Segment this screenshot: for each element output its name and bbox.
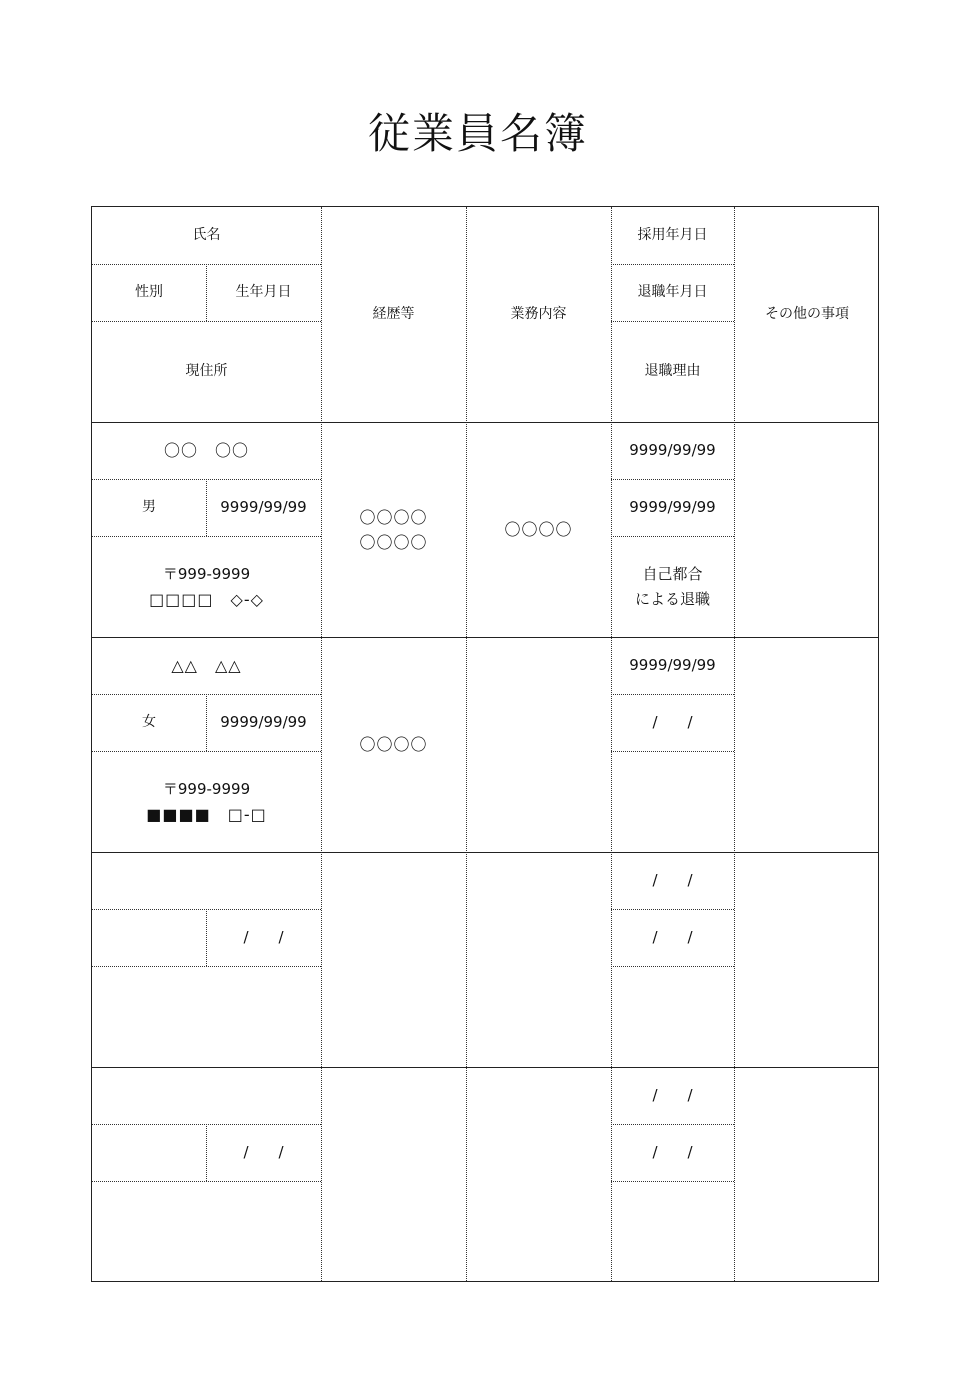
record-retire-date[interactable]: 9999/99/99	[629, 498, 716, 516]
record-duties[interactable]	[466, 637, 611, 852]
record-gender[interactable]: 男	[142, 499, 156, 515]
header-duties: 業務内容	[510, 306, 567, 322]
record-retire-date[interactable]: / /	[652, 1143, 693, 1161]
record-address: □□□□ ◇-◇	[149, 589, 264, 609]
record-hire-date[interactable]: / /	[652, 871, 693, 889]
record-retire-reason[interactable]	[611, 1181, 734, 1281]
record-name[interactable]	[92, 1067, 321, 1124]
record-address: ■■■■ □-□	[146, 804, 267, 824]
record-hire-date[interactable]: / /	[652, 1086, 693, 1104]
record-career[interactable]: 〇〇〇〇	[359, 735, 428, 754]
header-other: その他の事項	[765, 306, 849, 322]
header-address: 現住所	[185, 363, 228, 379]
record-name[interactable]: △△ △△	[171, 656, 242, 675]
record-birthdate[interactable]: 9999/99/99	[220, 713, 307, 731]
record-career[interactable]: 〇〇〇〇 〇〇〇〇	[359, 507, 428, 552]
record-duties[interactable]	[466, 852, 611, 1067]
header-retire-reason: 退職理由	[644, 363, 701, 379]
record-address-cell[interactable]	[92, 966, 321, 1067]
header-career: 経歴等	[372, 306, 415, 322]
record-retire-date[interactable]: / /	[652, 713, 693, 731]
record-gender[interactable]	[92, 1124, 206, 1181]
record-address-cell[interactable]	[92, 536, 321, 637]
record-retire-reason[interactable]: 自己都合 による退職	[634, 564, 710, 608]
record-retire-date[interactable]: / /	[652, 928, 693, 946]
record-address-cell[interactable]	[92, 751, 321, 852]
record-birthdate[interactable]: / /	[243, 928, 284, 946]
record-duties[interactable]	[466, 1067, 611, 1281]
record-retire-reason[interactable]	[611, 966, 734, 1067]
record-career[interactable]	[321, 852, 466, 1067]
header-hire-date: 採用年月日	[637, 227, 708, 243]
record-birthdate[interactable]: / /	[243, 1143, 284, 1161]
record-gender[interactable]: 女	[142, 714, 156, 730]
header-retire-date: 退職年月日	[637, 284, 708, 300]
record-gender[interactable]	[92, 909, 206, 966]
page-title: 従業員名簿	[367, 109, 588, 158]
record-other[interactable]	[734, 852, 880, 1067]
record-other[interactable]	[734, 1067, 880, 1281]
record-postal-code: 〒999-9999	[162, 564, 251, 583]
record-duties[interactable]: 〇〇〇〇	[504, 520, 573, 539]
header-gender: 性別	[135, 284, 163, 300]
header-name: 氏名	[192, 227, 221, 243]
record-career[interactable]	[321, 1067, 466, 1281]
record-hire-date[interactable]: 9999/99/99	[629, 441, 716, 459]
employee-register-table	[91, 206, 879, 1282]
record-address-cell[interactable]	[92, 1181, 321, 1281]
record-other[interactable]	[734, 637, 880, 852]
record-name[interactable]	[92, 852, 321, 909]
record-other[interactable]	[734, 422, 880, 637]
record-retire-reason[interactable]	[611, 751, 734, 852]
record-hire-date[interactable]: 9999/99/99	[629, 656, 716, 674]
record-postal-code: 〒999-9999	[162, 779, 251, 798]
record-name[interactable]: 〇〇 〇〇	[163, 441, 249, 460]
record-birthdate[interactable]: 9999/99/99	[220, 498, 307, 516]
header-birthdate: 生年月日	[235, 284, 292, 300]
